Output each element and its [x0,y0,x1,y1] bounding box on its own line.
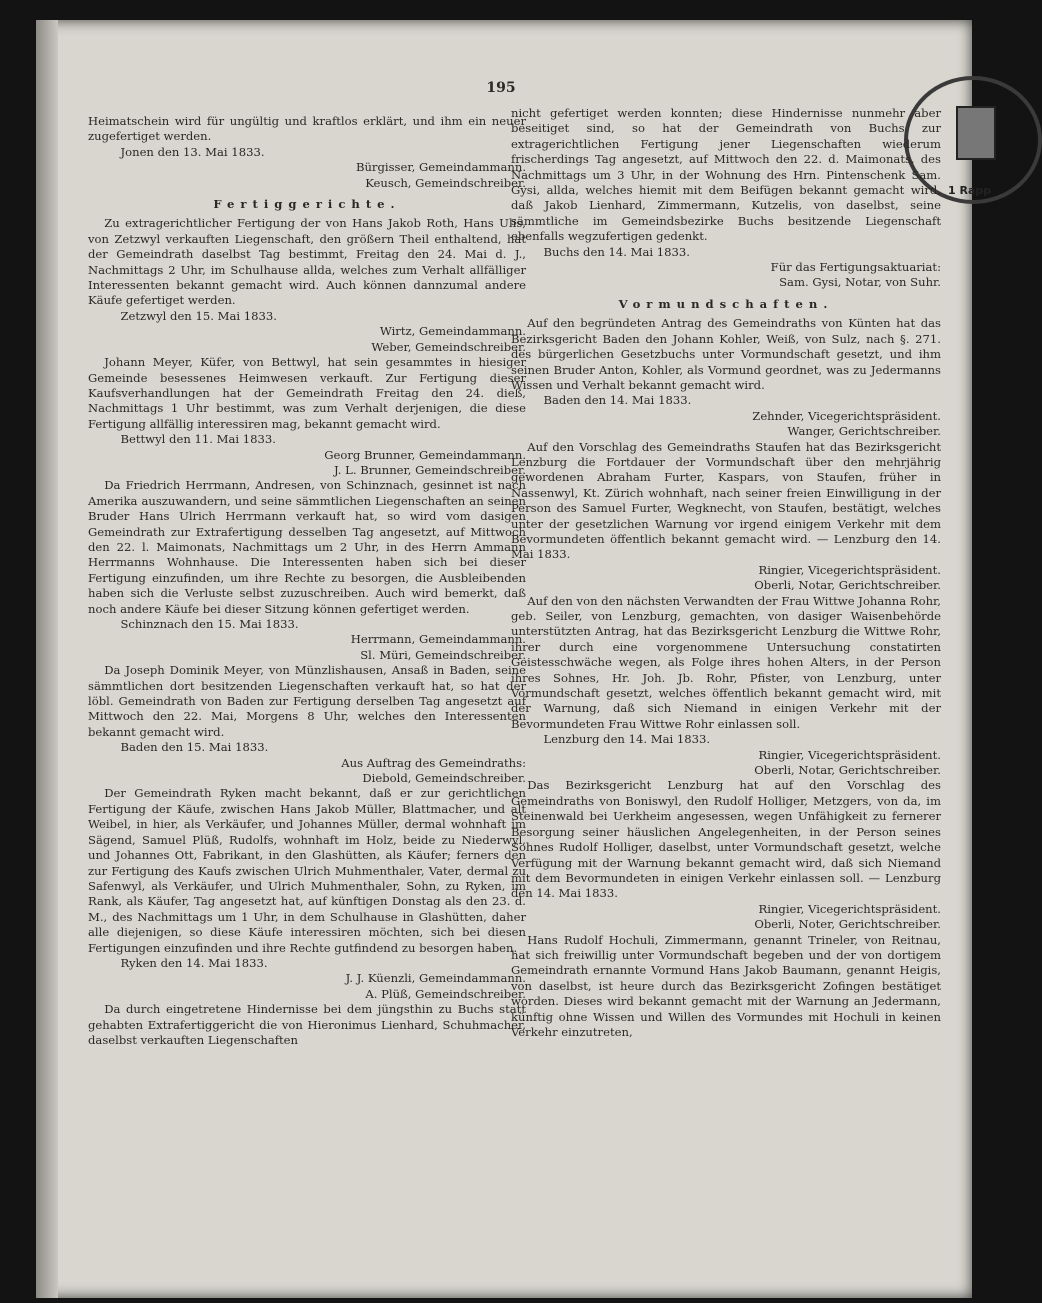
right-paragraph-6: Hans Rudolf Hochuli, Zimmermann, genannt Trineler, von Reitnau, hat sich freiwillig unter Vormundschaft begeben und der von dortigem Gemeindrath ernannte Vormund Hans Jakob Baumann, genannt Heigis, von daselbst, ist heure durch das Bezirksgericht Zofingen bestätiget worden. Dieses wird bekannt gemacht mit der Warnung an Jedermann, künftig ohne Wissen und Willen des Vormundes mit Hochuli in keinen Verkehr einzutreten, [511,932,941,1039]
left-paragraph-6: Der Gemeindrath Ryken macht bekannt, daß er zur gerichtlichen Fertigung der Käufe, zwischen Hans Jakob Müller, Blattmacher, und alt Weibel, in hier, als Verkäufer, und Johannes Müller, dermal wohnhaft im Sägend, Samuel Plüß, Rudolfs, wohnhaft im Holz, beide zu Niederwyl, und Johannes Ott, Fabrikant, in den Glashütten, als Käufer; ferners den zur Fertigung des Kaufs zwischen Ulrich Muhmenthaler, Vater, dermal zu Safenwyl, als Verkäufer, und Ulrich Muhmenthaler, Sohn, zu Ryken, im Rank, als Käufer, Tag angesetzt hat, auf künftigen Donstag als den 23. d. M., des Nachmittags um 1 Uhr, in dem Schulhause in Glashütten, daher alle diejenigen, so diese Käufe interessiren möchten, sich bei diesen Fertigungen einzufinden und ihre Rechte gutfindend zu besorgen haben. [88,786,526,955]
left-paragraph-2: Zu extragerichtlicher Fertigung der von Hans Jakob Roth, Hans Ulis, von Zetzwyl verkauften Liegenschaft, den größern Theil enthaltend, hat der Gemeindrath daselbst Tag bestimmt, Freitag den 24. Mai d. J., Nachmittags 2 Uhr, im Schulhause allda, welches zum Verhalt allfälliger Interessenten bekannt gemacht wird. Auch können dannzumal andere Käufe gefertiget werden. [88,216,526,308]
left-signature-1a: Bürgisser, Gemeindammann. [355,160,526,175]
left-paragraph-5: Da Joseph Dominik Meyer, von Münzlishausen, Ansaß in Baden, seine sämmtlichen dort besitzenden Liegenschaften verkauft hat, so hat der löbl. Gemeindrath von Baden zur Fertigung derselben Tag angesetzt auf Mittwoch den 22. Mai, Morgens 8 Uhr, welches den Interessenten bekannt gemacht wird. [88,663,526,739]
left-signature-2a: Wirtz, Gemeindammann. [379,324,526,339]
left-place-6: Ryken den 14. Mai 1833. [120,955,268,970]
left-signature-3b: J. L. Brunner, Gemeindschreiber. [334,462,526,477]
left-signature-4b: Sl. Müri, Gemeindschreiber. [360,647,526,662]
right-signature-3b: Oberli, Notar, Gerichtschreiber. [754,578,941,593]
left-place-2: Zetzwyl den 15. Mai 1833. [120,308,277,323]
right-signature-1a: Für das Fertigungsaktuariat: [770,260,941,275]
right-paragraph-5: Das Bezirksgericht Lenzburg hat auf den Vorschlag des Gemeindraths von Boniswyl, den Rudolf Holliger, Metzgers, von da, im Steinenwald bei Uerkheim angesessen, wegen Unfähigkeit zu fernerer Besorgung seiner häuslichen Angelegenheiten, in der Person seines Sohnes Rudolf Holliger, daselbst, unter Vormundschaft gesetzt, welche Verfügung mit der Warnung bekannt gemacht wird, daß sich Niemand mit dem Bevormundeten in einigen Verkehr einlassen soll. — Lenzburg den 14. Mai 1833. [511,778,941,901]
left-place-1: Jonen den 13. Mai 1833. [120,144,265,159]
left-signature-6b: A. Plüß, Gemeindschreiber. [365,986,526,1001]
section-heading-vormundschaften: Vormundschaften. [618,296,834,311]
right-signature-5b: Oberli, Noter, Gerichtschreiber. [754,917,941,932]
right-place-4: Lenzburg den 14. Mai 1833. [543,732,711,747]
left-signature-5a: Aus Auftrag des Gemeindraths: [341,755,526,770]
scanned-page [36,20,992,1298]
left-paragraph-4: Da Friedrich Herrmann, Andresen, von Schinznach, gesinnet ist nach Amerika auszuwandern, und seine sämmtlichen Liegenschaften an seinen Bruder Hans Ulrich Herrmann verkauft hat, so wird vom dasigen Gemeindrath zur Extrafertigung desselben Tag angesetzt, auf Mittwoch den 22. l. Maimonats, Nachmittags um 2 Uhr, in des Herrn Ammann Herrmanns Wohnhause. Die Interessenten haben sich bei dieser Fertigung einzufinden, um ihre Rechte zu besorgen, die Ausbleibenden haben sich die Verluste selbst zuzuschreiben. Auch wird bemerkt, daß noch andere Käufe bei dieser Sitzung können gefertiget werden. [88,478,526,616]
left-intro: Heimatschein wird für ungültig und kraftlos erklärt, und ihm ein neuer zugefertiget werden. [88,114,526,144]
right-signature-3a: Ringier, Vicegerichtspräsident. [758,562,941,577]
right-paragraph-1: nicht gefertiget werden konnten; diese Hindernisse nunmehr aber beseitiget sind, so hat der Gemeindrath von Buchs zur extragerichtlichen Fertigung jener Liegenschaften wiederum frischerdings Tag angesetzt, auf Mittwoch den 22. d. Maimonats, des Nachmittags um 3 Uhr, in der Wohnung des Hrn. Pintenschenk Sam. Gysi, allda, welches hiemit mit dem Beifügen bekannt gemacht wird, daß Jakob Lienhard, Zimmermann, Kutzelis, von daselbst, seine sämmtliche im Gemeindsbezirke Buchs besitzende Liegenschaft ebenfalls wegzufertigen gedenkt. [511,106,941,244]
right-column [511,106,941,1040]
right-place-1: Buchs den 14. Mai 1833. [543,244,690,259]
right-paragraph-3: Auf den Vorschlag des Gemeindraths Staufen hat das Bezirksgericht Lenzburg die Fortdauer der Vormundschaft über den mehrjährig gewordenen Abraham Furter, Kaspars, von Staufen, früher in Nassenwyl, Kt. Zürich wohnhaft, nach seiner freien Einwilligung in der Person des Samuel Furter, Wegknecht, von Staufen, bestätigt, welches unter der gesetzlichen Warnung vor irgend einigem Verkehr mit dem Bevormundeten öffentlich bekannt gemacht wird. — Lenzburg den 14. Mai 1833. [511,439,941,562]
right-signature-4a: Ringier, Vicegerichtspräsident. [758,747,941,762]
page-edge-shadow [36,20,58,1298]
right-paragraph-4: Auf den von den nächsten Verwandten der Frau Wittwe Johanna Rohr, geb. Seiler, von Lenzburg, gemachten, von dasiger Waisenbehörde unterstützten Antrag, hat das Bezirksgericht Lenzburg die Wittwe Rohr, ihrer durch eine vorgenommene Untersuchung constatirten Geistesschwäche wegen, als Folge ihres hohen Alters, in der Person ihres Sohnes, Hr. Joh. Jb. Rohr, Pfister, von Lenzburg, unter Vormundschaft gesetzt, welches öffentlich bekannt gemacht wird, mit der Warnung, daß sich Niemand in einigen Verkehr mit der Bevormundeten Frau Wittwe Rohr einlassen soll. [511,593,941,731]
stamp-text: 1 Rapp [948,184,992,197]
section-heading-fertiggerichte: Fertiggerichte. [213,197,401,212]
stamp-emblem-icon [956,106,996,160]
right-place-2: Baden den 14. Mai 1833. [543,393,692,408]
left-signature-1b: Keusch, Gemeindschreiber. [365,175,526,190]
right-paragraph-2: Auf den begründeten Antrag des Gemeindraths von Künten hat das Bezirksgericht Baden den Johann Kohler, Weiß, von Sulz, nach §. 271. des bürgerlichen Gesetzbuchs unter Vormundschaft gesetzt, und ihm seinen Bruder Anton, Kohler, als Vormund geordnet, was zu Jedermanns Wissen und Verhalt bekannt gemacht wird. [511,316,941,392]
left-signature-4a: Herrmann, Gemeindammann. [350,632,526,647]
left-signature-3a: Georg Brunner, Gemeindammann. [324,447,526,462]
right-signature-4b: Oberli, Notar, Gerichtschreiber. [754,763,941,778]
left-paragraph-7: Da durch eingetretene Hindernisse bei dem jüngsthin zu Buchs statt gehabten Extrafertiggericht die von Hieronimus Lienhard, Schuhmacher, daselbst verkauften Liegenschaften [88,1002,526,1047]
right-signature-2b: Wanger, Gerichtschreiber. [787,424,941,439]
right-signature-1b: Sam. Gysi, Notar, von Suhr. [779,275,941,290]
left-signature-2b: Weber, Gemeindschreiber. [371,339,526,354]
left-place-4: Schinznach den 15. Mai 1833. [120,617,299,631]
left-column [88,114,526,1048]
right-signature-2a: Zehnder, Vicegerichtspräsident. [752,408,941,423]
left-signature-6a: J. J. Küenzli, Gemeindammann. [345,971,526,986]
left-paragraph-3: Johann Meyer, Küfer, von Bettwyl, hat sein gesammtes in hiesiger Gemeinde besessenes Heimwesen verkauft. Zur Fertigung dieser Kaufsverhandlungen hat der Gemeindrath Freitag den 24. dieß, Nachmittags 1 Uhr bestimmt, was zum Verhalt derjenigen, die diese Fertigung allfällig interessiren mag, bekannt gemacht wird. [88,355,526,431]
right-signature-5a: Ringier, Vicegerichtspräsident. [758,901,941,916]
page-number: 195 [486,80,516,96]
left-signature-5b: Diebold, Gemeindschreiber. [362,771,526,786]
left-place-5: Baden den 15. Mai 1833. [120,740,269,755]
left-place-3: Bettwyl den 11. Mai 1833. [120,432,276,447]
